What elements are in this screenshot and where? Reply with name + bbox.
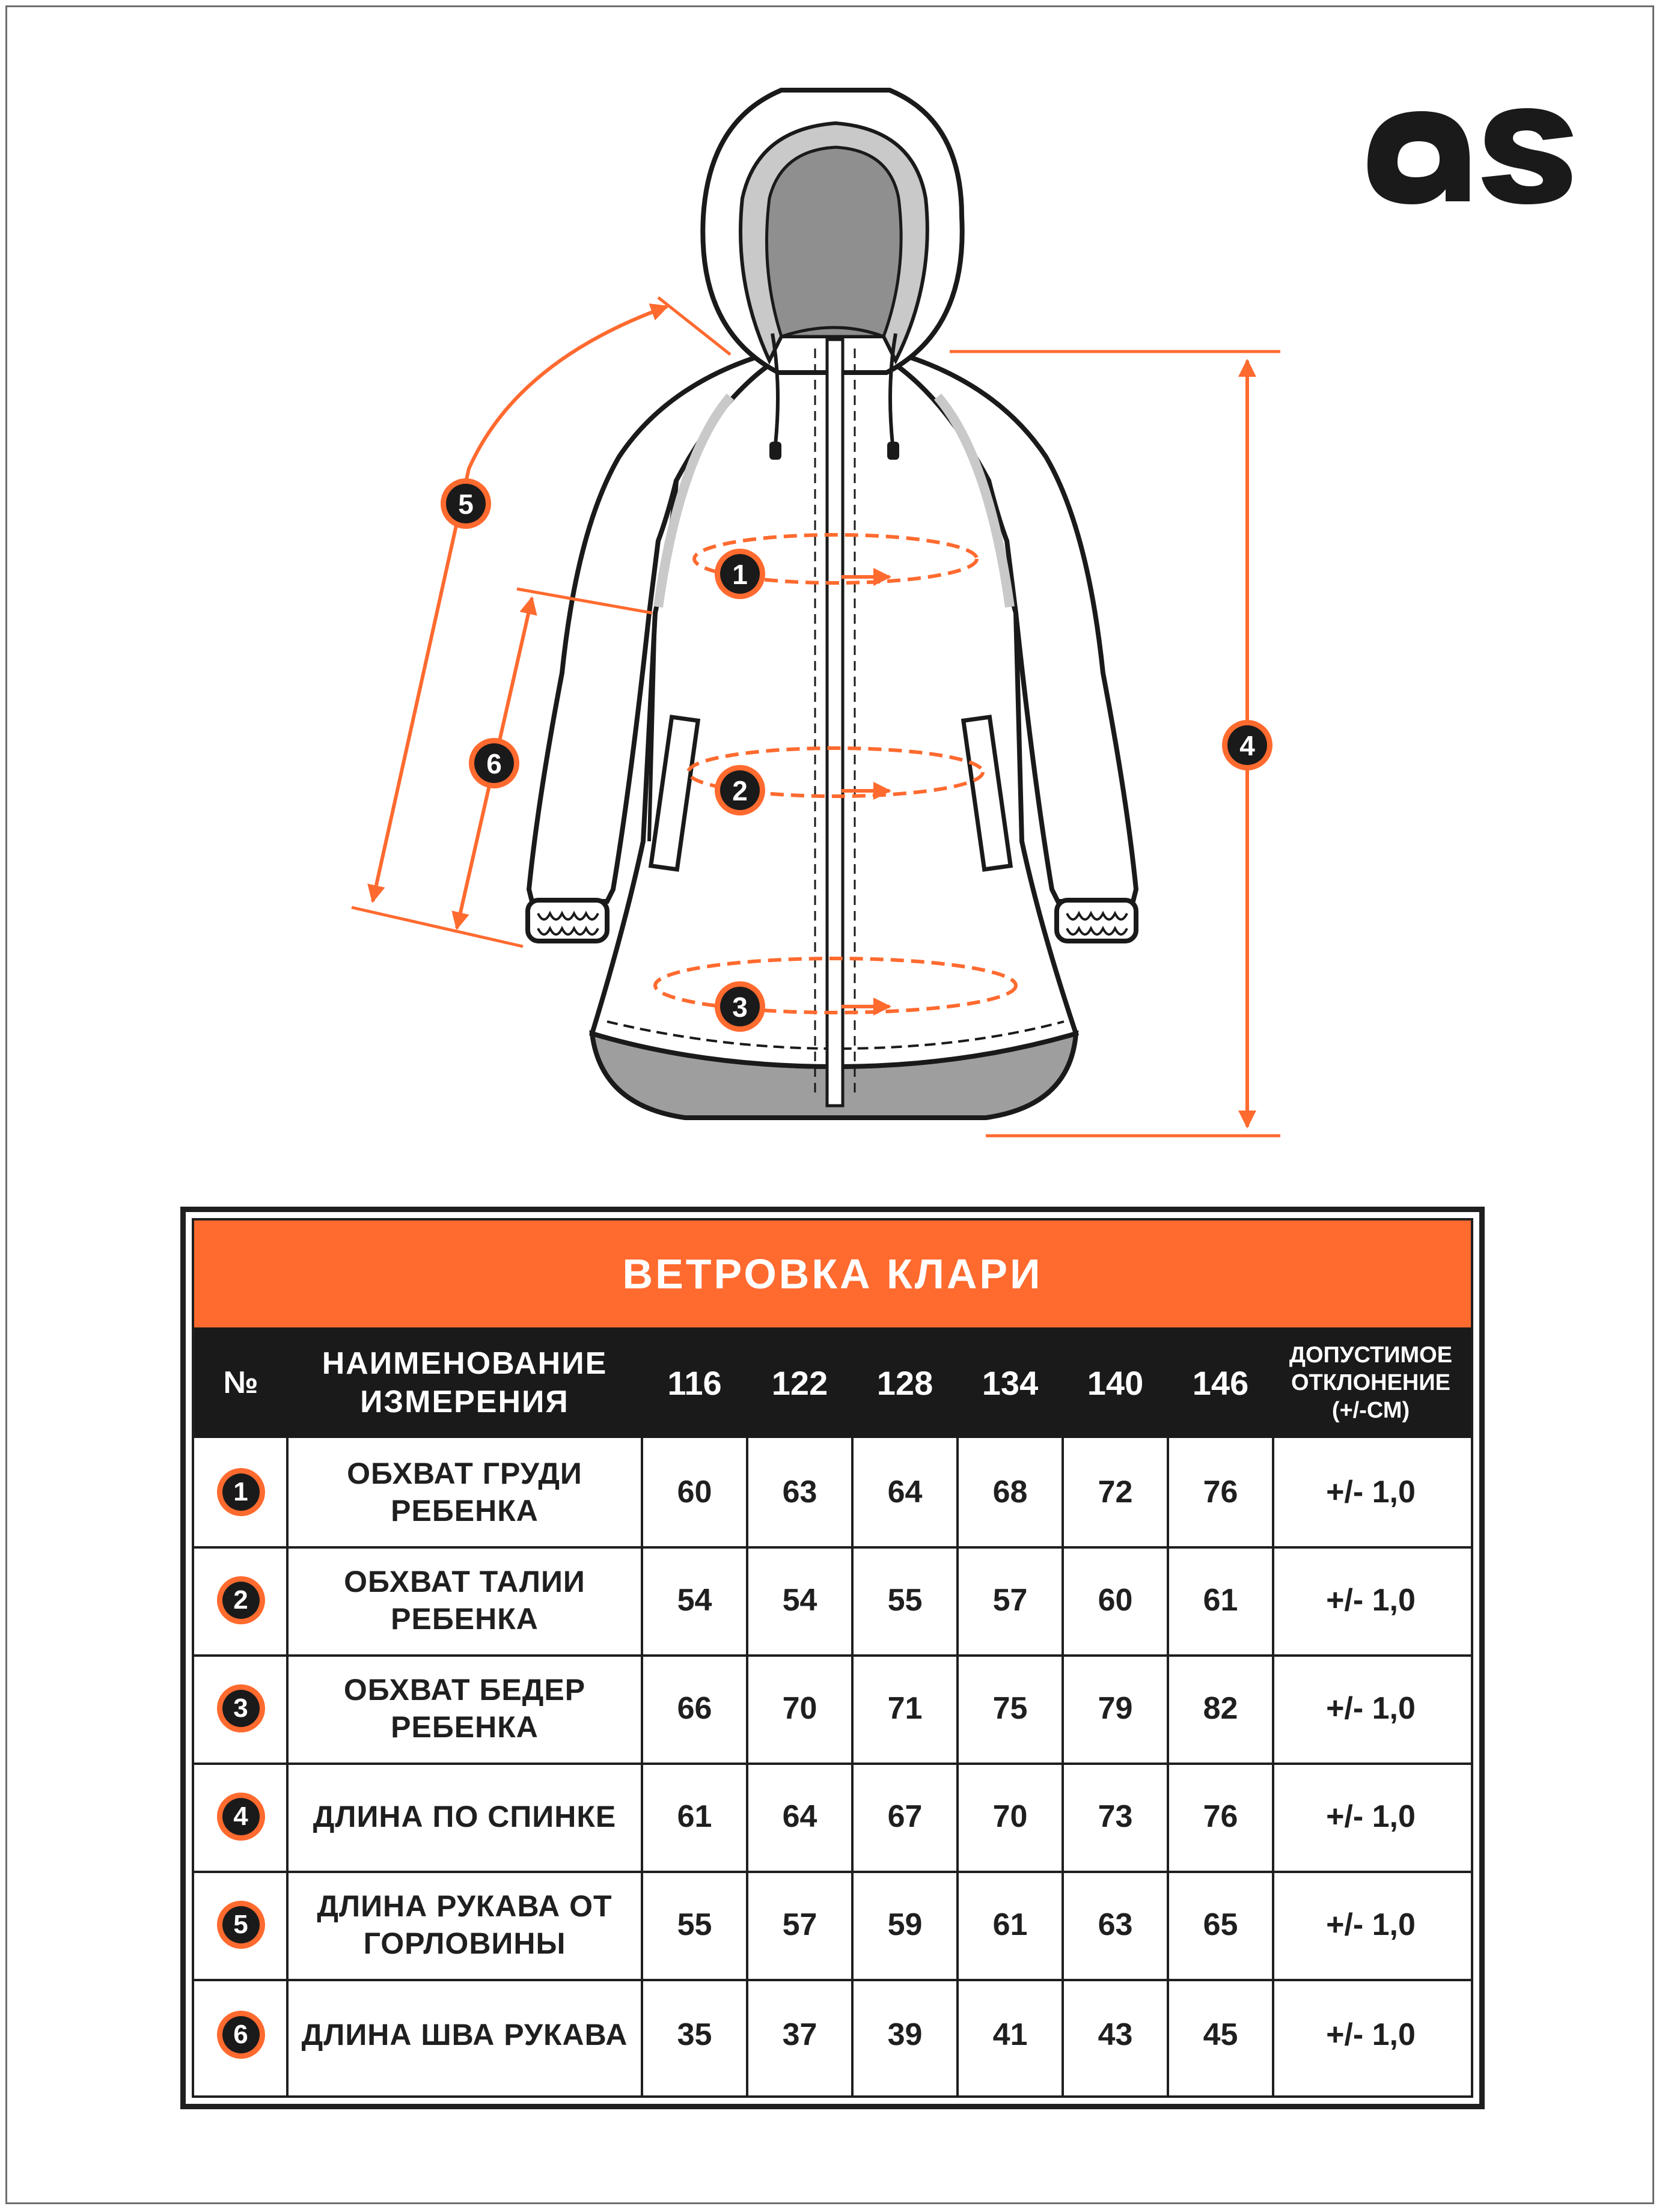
- marker-2-label: 2: [732, 775, 748, 806]
- marker-4-label: 4: [1239, 730, 1255, 761]
- value-134: 61: [992, 1907, 1028, 1942]
- size-chart-table: [180, 1207, 1485, 2109]
- value-134: 68: [992, 1475, 1028, 1510]
- value-140: 73: [1098, 1799, 1133, 1834]
- value-134: 57: [992, 1583, 1028, 1618]
- value-122: 37: [782, 2017, 817, 2052]
- value-134: 41: [992, 2017, 1028, 2052]
- marker-4: [1222, 720, 1272, 770]
- brand-logo: [1355, 93, 1584, 207]
- marker-1-label: 1: [732, 559, 748, 590]
- value-146: 61: [1203, 1583, 1238, 1618]
- marker-3-label: 3: [732, 992, 748, 1023]
- tolerance-value: +/- 1,0: [1326, 1583, 1416, 1618]
- value-134: 70: [992, 1799, 1028, 1834]
- tolerance-value: +/- 1,0: [1326, 1691, 1416, 1726]
- value-122: 54: [782, 1583, 817, 1618]
- measure-name: ОБХВАТ ТАЛИИ РЕБЕНКА: [344, 1565, 585, 1636]
- header-name-line1: НАИМЕНОВАНИЕ: [322, 1346, 608, 1381]
- row-number-badge: 3: [217, 1684, 265, 1732]
- value-116: 66: [677, 1691, 712, 1726]
- value-116: 35: [677, 2017, 712, 2052]
- value-116: 60: [677, 1475, 712, 1510]
- marker-6: [469, 738, 519, 788]
- measure-name: ОБХВАТ ГРУДИ РЕБЕНКА: [347, 1457, 582, 1528]
- value-122: 70: [782, 1691, 817, 1726]
- row-number-badge: 1: [217, 1468, 265, 1516]
- marker-3: [715, 981, 765, 1032]
- marker-1: [715, 549, 765, 599]
- value-128: 59: [887, 1907, 923, 1942]
- table-row: [194, 1438, 1471, 1546]
- value-116: 55: [677, 1907, 712, 1942]
- value-146: 82: [1203, 1691, 1238, 1726]
- marker-6-label: 6: [486, 748, 502, 779]
- table-row: [194, 1979, 1471, 2091]
- value-128: 55: [887, 1583, 923, 1618]
- table-title-bar: [194, 1220, 1471, 1327]
- table-row: [194, 1871, 1471, 1979]
- header-tolerance-line3: (+/-СМ): [1331, 1398, 1410, 1423]
- value-140: 60: [1098, 1583, 1133, 1618]
- value-116: 61: [677, 1799, 712, 1834]
- header-number: №: [223, 1365, 258, 1400]
- value-128: 39: [887, 2017, 923, 2052]
- measure-name: ДЛИНА ПО СПИНКЕ: [313, 1800, 617, 1833]
- measure-name: ДЛИНА ШВА РУКАВА: [301, 2018, 628, 2052]
- header-size-116: 116: [667, 1363, 722, 1402]
- header-size-128: 128: [876, 1363, 933, 1402]
- value-128: 71: [887, 1691, 923, 1726]
- measure-name: ДЛИНА РУКАВА ОТ ГОРЛОВИНЫ: [317, 1889, 613, 1960]
- value-122: 63: [782, 1475, 817, 1510]
- table-row: [194, 1763, 1471, 1871]
- value-128: 67: [887, 1799, 923, 1834]
- value-146: 65: [1203, 1907, 1238, 1942]
- row-number-badge: 6: [217, 2011, 265, 2059]
- header-tolerance: [1273, 1327, 1468, 1438]
- tolerance-value: +/- 1,0: [1326, 1907, 1416, 1942]
- value-140: 72: [1098, 1475, 1133, 1510]
- marker-5-label: 5: [458, 489, 474, 520]
- table-row: [194, 1546, 1471, 1654]
- header-tolerance-line1: ДОПУСТИМОЕ: [1289, 1342, 1453, 1368]
- measure-name: ОБХВАТ БЕДЕР РЕБЕНКА: [343, 1673, 586, 1744]
- value-146: 76: [1203, 1799, 1238, 1834]
- header-size-140: 140: [1087, 1363, 1144, 1402]
- tolerance-value: +/- 1,0: [1326, 2017, 1416, 2052]
- value-146: 76: [1203, 1475, 1238, 1510]
- value-122: 64: [782, 1799, 817, 1834]
- value-140: 43: [1098, 2017, 1133, 2052]
- header-measure-name: [287, 1327, 642, 1438]
- row-number-badge: 5: [217, 1901, 265, 1949]
- value-116: 54: [677, 1583, 712, 1618]
- header-tolerance-line2: ОТКЛОНЕНИЕ: [1291, 1370, 1451, 1395]
- row-number-badge: 4: [217, 1793, 265, 1841]
- table-title: ВЕТРОВКА КЛАРИ: [622, 1251, 1043, 1297]
- value-146: 45: [1203, 2017, 1238, 2052]
- marker-5: [441, 478, 491, 529]
- value-134: 75: [992, 1691, 1028, 1726]
- row-number-badge: 2: [217, 1576, 265, 1624]
- header-size-134: 134: [982, 1363, 1039, 1402]
- table-row: [194, 1654, 1471, 1763]
- tolerance-value: +/- 1,0: [1326, 1799, 1416, 1834]
- value-122: 57: [782, 1907, 817, 1942]
- value-140: 63: [1098, 1907, 1133, 1942]
- header-size-146: 146: [1192, 1363, 1249, 1402]
- header-name-line2: ИЗМЕРЕНИЯ: [360, 1385, 569, 1419]
- header-size-122: 122: [771, 1363, 828, 1402]
- tolerance-value: +/- 1,0: [1326, 1475, 1416, 1510]
- value-128: 64: [887, 1475, 923, 1510]
- table-header-row: [194, 1327, 1471, 1438]
- value-140: 79: [1098, 1691, 1133, 1726]
- zipper: [827, 340, 843, 1106]
- marker-2: [715, 765, 765, 815]
